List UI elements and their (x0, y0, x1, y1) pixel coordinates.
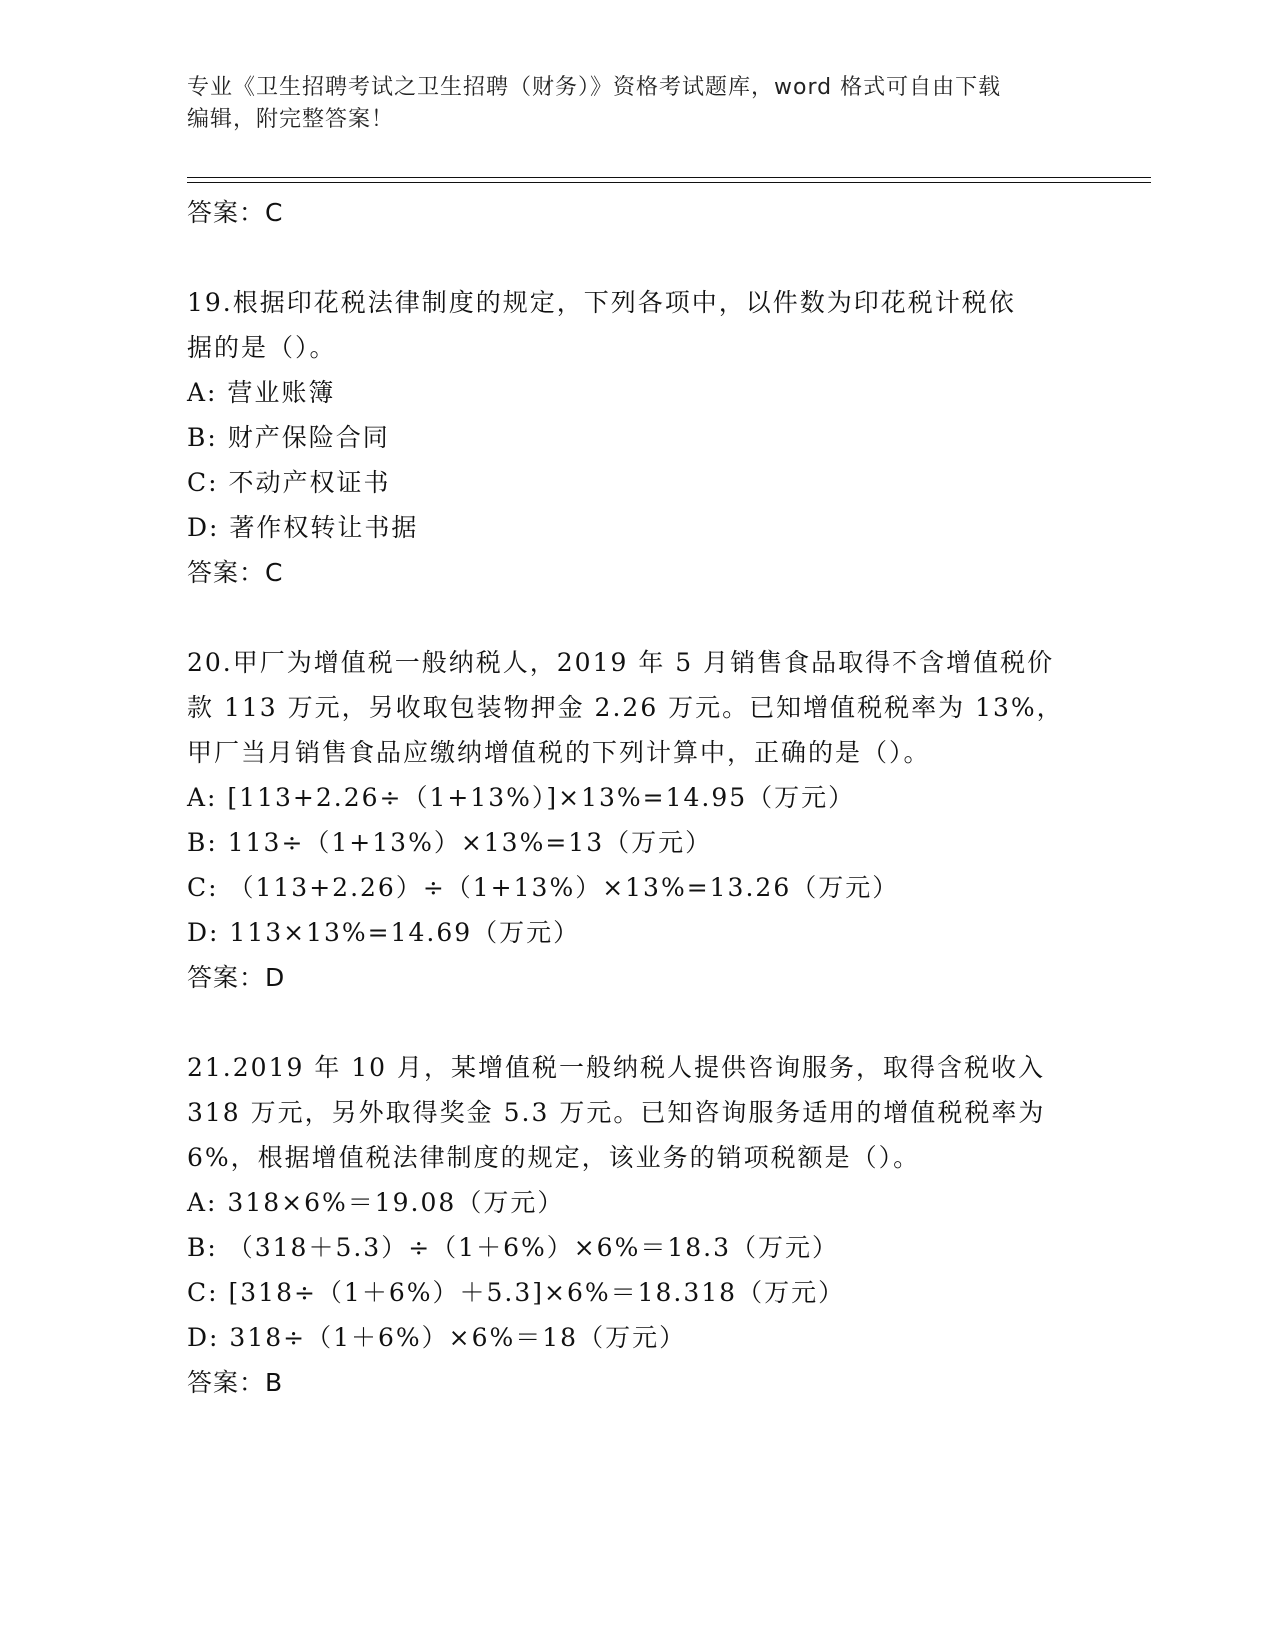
document-body (187, 190, 1147, 1405)
option-b: B: （318＋5.3）÷（1＋6%）×6%＝18.3（万元） (187, 1233, 840, 1262)
answer-line: 答案：C (187, 558, 284, 587)
option-a: A: [113+2.26÷（1+13%）]×13%=14.95（万元） (187, 783, 856, 812)
question-stem-line: 20.甲厂为增值税一般纳税人，2019 年 5 月销售食品取得不含增值税价 (187, 648, 1055, 677)
option-a: A: 318×6%＝19.08（万元） (187, 1188, 565, 1217)
option-b: B: 财产保险合同 (187, 423, 390, 452)
option-d: D: 113×13%=14.69（万元） (187, 918, 581, 947)
question-stem-line: 甲厂当月销售食品应缴纳增值税的下列计算中，正确的是（）。 (187, 738, 931, 767)
option-c: C: [318÷（1＋6%）＋5.3]×6%＝18.318（万元） (187, 1278, 846, 1307)
question-stem-line: 6%，根据增值税法律制度的规定，该业务的销项税额是（）。 (187, 1143, 921, 1172)
option-a: A: 营业账簿 (187, 378, 336, 407)
document-header (187, 72, 1087, 136)
question-stem-line: 据的是（）。 (187, 333, 337, 362)
question-stem-line: 21.2019 年 10 月，某增值税一般纳税人提供咨询服务，取得含税收入 (187, 1053, 1046, 1082)
option-d: D: 著作权转让书据 (187, 513, 419, 542)
answer-line: 答案：C (187, 198, 284, 227)
header-rule-top (187, 177, 1151, 178)
question-stem-line: 19.根据印花税法律制度的规定，下列各项中，以件数为印花税计税依 (187, 288, 1016, 317)
answer-line: 答案：B (187, 1368, 284, 1397)
answer-line: 答案：D (187, 963, 286, 992)
question-20 (187, 640, 1147, 1000)
option-d: D: 318÷（1＋6%）×6%＝18（万元） (187, 1323, 687, 1352)
question-stem-line: 318 万元，另外取得奖金 5.3 万元。已知咨询服务适用的增值税税率为 (187, 1098, 1046, 1127)
header-line-2: 编辑，附完整答案！ (187, 107, 395, 132)
option-c: C: （113+2.26）÷（1+13%）×13%=13.26（万元） (187, 873, 900, 902)
option-b: B: 113÷（1+13%）×13%=13（万元） (187, 828, 713, 857)
question-19 (187, 280, 1147, 595)
header-rule-bottom (187, 182, 1151, 183)
question-stem-line: 款 113 万元，另收取包装物押金 2.26 万元。已知增值税税率为 13%， (187, 693, 1064, 722)
question-21 (187, 1045, 1147, 1405)
option-c: C: 不动产权证书 (187, 468, 391, 497)
header-line-1: 专业《卫生招聘考试之卫生招聘（财务）》资格考试题库，word 格式可自由下载 (187, 75, 1002, 100)
